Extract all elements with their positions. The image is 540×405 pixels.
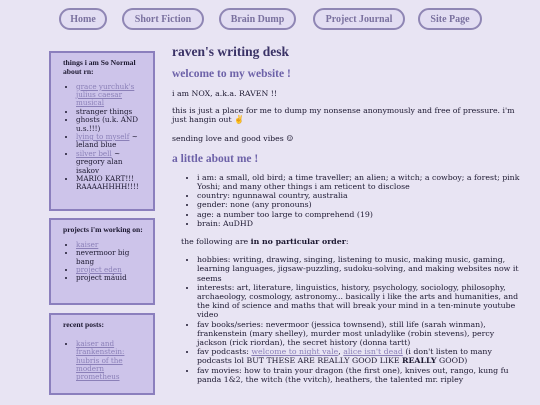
favourites-list [172, 255, 522, 384]
about-list [172, 173, 522, 228]
podcasts-text: (i don't listen to many podcasts lol BUT THESE ARE REALLY GOOD LIKE [197, 347, 492, 366]
normal-link-julius-caesar[interactable]: grace yurchuk's julius caesar musical [76, 81, 135, 108]
intro-text-3: sending love and good vibes [172, 133, 284, 143]
intro-text-2: this is just a place for me to dump my nonsense anonymously and free of pressure. i'm just hangin out [172, 106, 515, 125]
list-item [76, 340, 143, 382]
intro-line-1: i am NOX, a.k.a. RAVEN !! [172, 89, 278, 98]
recent-list [63, 340, 143, 382]
sidebar-projects-box [49, 218, 155, 305]
project-item-text: project máuid [76, 273, 127, 283]
normal-link-silver-bell[interactable]: silver bell [76, 148, 112, 158]
recent-post-link-kaiser-frankenstein[interactable]: kaiser and frankenstein: hubris of the modern prometheus [76, 338, 125, 382]
list-item: • i am: a small, old bird; a time traveller; an alien; a witch; a cowboy; a forest; pink Yoshi; and many other things i am reticent to disclose [197, 173, 522, 191]
list-item: • hobbies: writing, drawing, singing, listening to music, making music, gaming, learning languages, jigsaw-puzzling, sudoku-solving, and making websites now it seems [197, 255, 522, 283]
list-item: • country: ngunnawal country, australia [197, 191, 522, 200]
normal-item-text: ~ leland blue [76, 132, 138, 150]
about-heading: a little about me ! [172, 152, 259, 165]
intro-line-2 [172, 106, 522, 124]
list-item [76, 175, 143, 192]
list-item [76, 274, 143, 282]
top-nav [0, 8, 540, 32]
podcast-link-night-vale[interactable]: welcome to night vale [251, 347, 339, 357]
list-item: • interests: art, literature, linguistics, history, psychology, sociology, philosophy, archaeology, cosmology, astronomy... basically i like the arts and humanities, and the kind of science and maths that will break your mind in a ten-minute youtube video [197, 283, 522, 320]
podcasts-prefix: fav podcasts: [197, 347, 252, 357]
project-item-text: nevermoor big bang [76, 248, 130, 266]
normal-item-text: ~ gregory alan isakov [76, 148, 123, 175]
list-item: • fav books/series: nevermoor (jessica townsend), still life (sarah winman), frankenstein (mary shelley), murder most unladylike (robin stevens), percy jackson (rick riordan), the secret history (donna tartt) [197, 320, 522, 348]
site-title: raven's writing desk [172, 44, 290, 59]
nav-brain-dump-button[interactable]: Brain Dump [219, 8, 296, 30]
projects-list [63, 241, 143, 283]
nav-short-fiction-button[interactable]: Short Fiction [122, 8, 204, 30]
podcasts-end: GOOD) [436, 356, 468, 366]
normal-link-lying-to-myself[interactable]: lying to myself [76, 132, 130, 142]
nav-home-button[interactable]: Home [59, 8, 107, 30]
list-item [76, 133, 143, 150]
order-text: the following are [181, 237, 251, 247]
podcasts-bold: REALLY [402, 356, 437, 366]
welcome-heading: welcome to my website ! [172, 68, 291, 80]
list-item: • gender: none (any pronouns) [197, 200, 522, 209]
list-item [76, 116, 143, 133]
list-item [76, 83, 143, 108]
podcast-link-alice-isnt-dead[interactable]: alice isn't dead [343, 347, 403, 357]
sidebar-normal-box [49, 51, 155, 211]
list-item: • age: a number too large to comprehend (19) [197, 210, 522, 219]
victory-hand-icon: ✌ [234, 115, 245, 125]
list-item: • brain: AuDHD [197, 219, 522, 228]
intro-line-3 [172, 134, 522, 143]
projects-box-title: projects i'm working on: [63, 225, 143, 234]
project-link-kaiser[interactable]: kaiser [76, 239, 99, 249]
sidebar-recent-posts-box [49, 313, 155, 395]
order-bold-text: in no particular order [250, 237, 346, 247]
nav-project-journal-button[interactable]: Project Journal [313, 8, 405, 30]
normal-item-text: MARIO KART!!! RAAAAHHHH!!!! [76, 174, 139, 192]
normal-item-text: stranger things [76, 106, 133, 116]
list-item [76, 249, 143, 266]
list-item [197, 347, 522, 365]
order-suffix: : [345, 237, 349, 247]
list-item [76, 150, 143, 175]
normal-box-title: things i am So Normal about rn: [63, 58, 136, 76]
list-item: • fav movies: how to train your dragon (the first one), knives out, rango, kung fu panda 1&2, the witch (the vvitch), heathers, the talented mr. ripley [197, 366, 522, 384]
normal-list [63, 83, 143, 192]
project-link-eden[interactable]: project eden [76, 265, 122, 275]
smiley-icon: ☺ [286, 133, 294, 143]
podcasts-sep: , [338, 347, 344, 357]
recent-box-title: recent posts: [63, 320, 104, 329]
main-content [172, 44, 522, 384]
nav-site-page-button[interactable]: Site Page [418, 8, 482, 30]
normal-item-text: ghosts (u.k. AND u.s.!!!) [76, 115, 138, 133]
order-note [172, 237, 522, 246]
